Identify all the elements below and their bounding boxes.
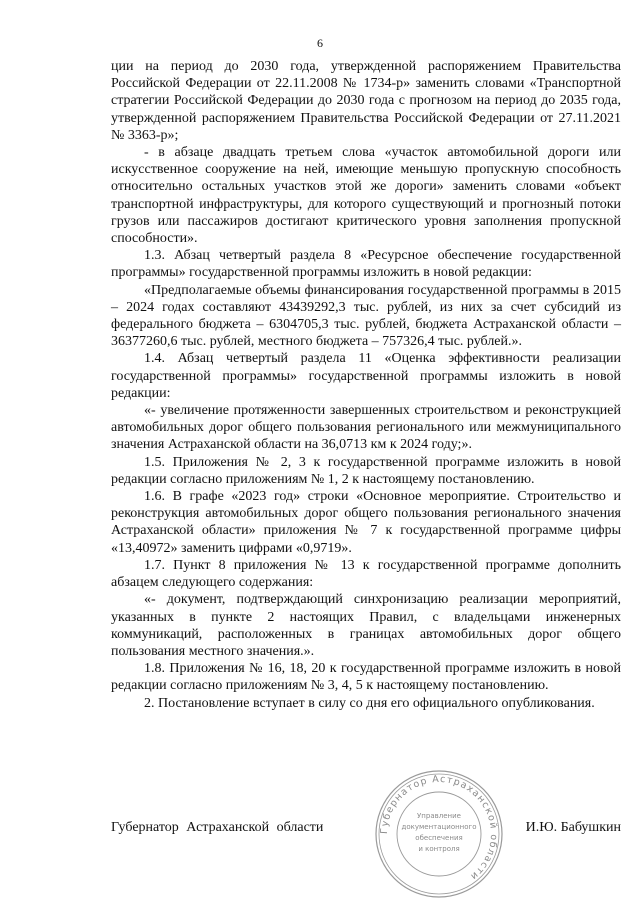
stamp-ring-text: Губернатор Астраханской области <box>378 773 500 883</box>
signatory-position: Губернатор Астраханской области <box>111 820 324 835</box>
stamp-line: обеспечения <box>415 834 463 842</box>
document-body <box>111 58 621 712</box>
stamp-line: и контроля <box>418 845 460 853</box>
paragraph: «Предполагаемые объемы финансирования государственной программы в 2015 – 2024 годах составляют 43439292,3 тыс. рублей, из них за счет субсидий из федерального бюджета – 6304705,3 тыс. рублей, бюджета Астраханской области – 36377260,6 тыс. рублей, местного бюджета – 757326,4 тыс. рублей.». <box>111 282 621 350</box>
paragraph: «- документ, подтверждающий синхронизацию реализации мероприятий, указанных в пункте 2 настоящих Правил, с владельцами инженерных коммуникаций, расположенных в границах автомобильных дорог общего пользования местного значения.». <box>111 592 621 659</box>
stamp-line: документационного <box>401 823 477 831</box>
page-number: 6 <box>317 36 323 50</box>
paragraph: 1.8. Приложения № 16, 18, 20 к государственной программе изложить в новой редакции согласно приложениям № 3, 4, 5 к настоящему постановлению. <box>111 661 621 694</box>
paragraph: 1.6. В графе «2023 год» строки «Основное мероприятие. Строительство и реконструкция автомобильных дорог общего пользования регионального значения Астраханской области» приложения № 7 к государственной программе цифры «13,40972» заменить цифрами «0,9719». <box>111 489 621 556</box>
paragraph: 2. Постановление вступает в силу со дня его официального опубликования. <box>144 695 595 711</box>
paragraph: «- увеличение протяженности завершенных строительством и реконструкцией автомобильных дорог общего пользования регионального или межмуниципального значения Астраханской области на 36,0713 км к 2024 году;». <box>111 403 621 453</box>
paragraph: 1.4. Абзац четвертый раздела 11 «Оценка эффективности реализации государственной программы» государственной программы изложить в новой редакции: <box>111 351 621 401</box>
stamp-line: Управление <box>417 812 461 820</box>
paragraph: - в абзаце двадцать третьем слова «участок автомобильной дороги или искусственное сооружение на ней, имеющие меньшую пропускную способность относительно остальных участков этой же дороги» заменить словами «объект транспортной инфраструктуры, для которого существующий и прогнозный потоки грузов или пассажиров достигают критического уровня заполнения пропускной способности». <box>111 145 621 247</box>
paragraph: 1.7. Пункт 8 приложения № 13 к государственной программе дополнить абзацем следующего содержания: <box>111 557 621 591</box>
paragraph: 1.5. Приложения № 2, 3 к государственной программе изложить в новой редакции согласно приложениям № 1, 2 к настоящему постановлению. <box>111 454 621 487</box>
paragraph: ции на период до 2030 года, утвержденной распоряжением Правительства Российской Федерации от 22.11.2008 № 1734-р» заменить словами «Транспортной стратегии Российской Федерации до 2030 года с прогнозом на период до 2035 года, утвержденной распоряжением Правительства Российской Федерации от 27.11.2021 № 3363-р»; <box>111 59 621 143</box>
signatory-name: И.Ю. Бабушкин <box>525 820 621 835</box>
official-stamp <box>373 768 505 900</box>
paragraph: 1.3. Абзац четвертый раздела 8 «Ресурсное обеспечение государственной программы» государственной программы изложить в новой редакции: <box>111 248 621 281</box>
